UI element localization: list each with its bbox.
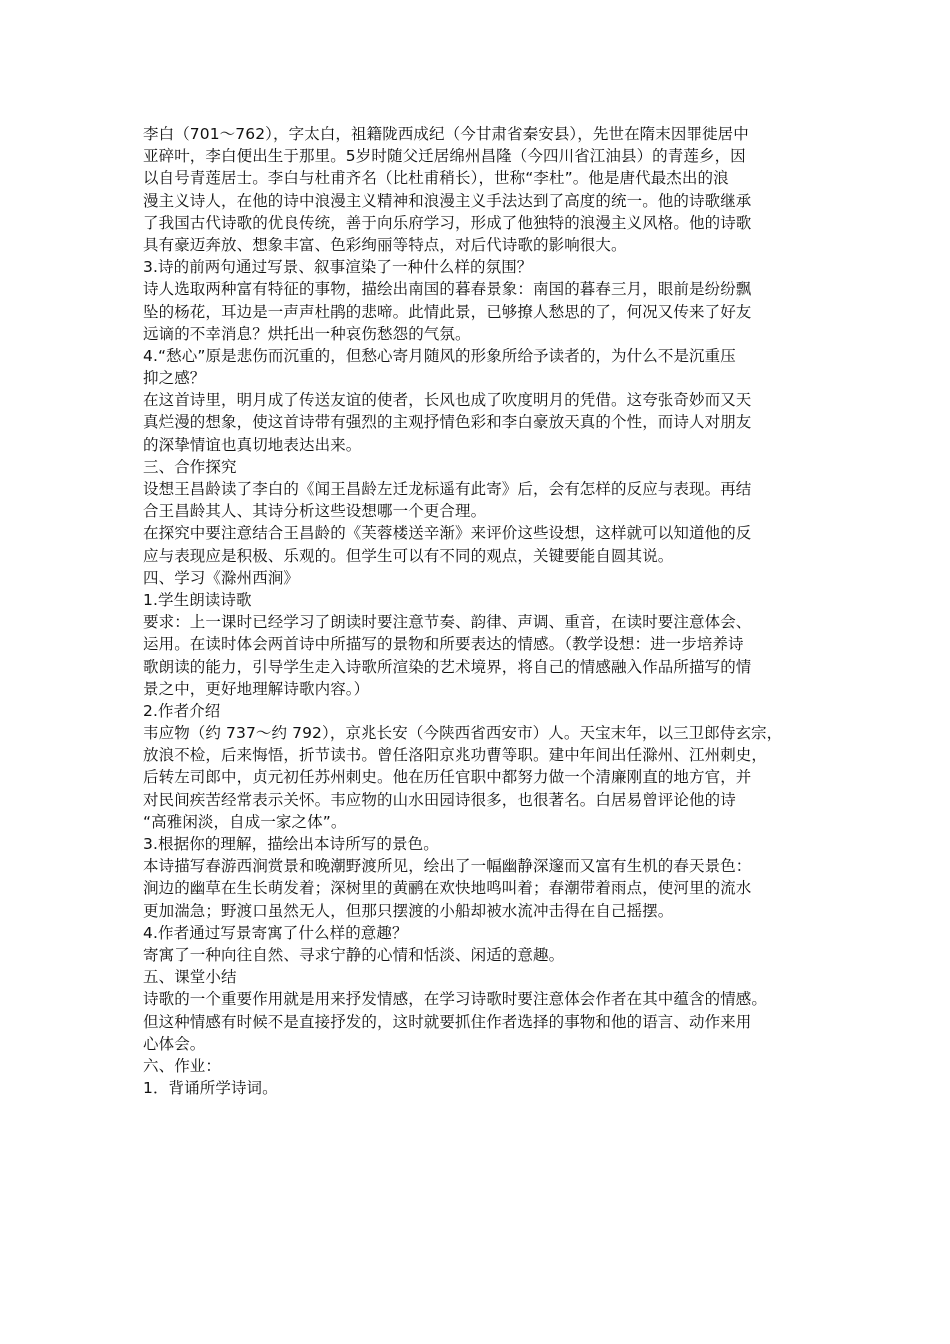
text-line: 本诗描写春游西涧赏景和晚潮野渡所见，绘出了一幅幽静深邃而又富有生机的春天景色： (143, 857, 752, 876)
text-line: 在这首诗里，明月成了传送友谊的使者，长风也成了吹度明月的凭借。这夸张奇妙而又天 (143, 391, 752, 410)
question-heading: 3.诗的前两句通过写景、叙事渲染了一种什么样的氛围？ (143, 258, 533, 277)
text-line: 应与表现应是积极、乐观的。但学生可以有不同的观点，关键要能自圆其说。 (143, 546, 674, 565)
homework-item: 1．背诵所学诗词。 (143, 1079, 278, 1098)
text-line: 具有豪迈奔放、想象丰富、色彩绚丽等特点，对后代诗歌的影响很大。 (143, 235, 627, 254)
text-line: 了我国古代诗歌的优良传统，善于向乐府学习，形成了他独特的浪漫主义风格。他的诗歌 (143, 213, 752, 232)
text-line: 远谪的不幸消息？烘托出一种哀伤愁怨的气氛。 (143, 324, 471, 343)
text-line: 以自号青莲居士。李白与杜甫齐名（比杜甫稍长），世称“李杜”。他是唐代最杰出的浪 (143, 169, 729, 188)
document-body (143, 123, 811, 1099)
text-line: 放浪不检，后来悔悟，折节读书。曾任洛阳京兆功曹等职。建中年间出任滁州、江州刺史， (143, 746, 768, 765)
text-line: 合王昌龄其人、其诗分析这些设想哪一个更合理。 (143, 502, 487, 521)
text-line: 韦应物（约 737～约 792），京兆长安（今陕西省西安市）人。天宝末年，以三卫郎侍玄宗， (143, 724, 783, 743)
text-line: 后转左司郎中，贞元初任苏州刺史。他在历任官职中都努力做一个清廉刚直的地方官，并 (143, 768, 752, 787)
text-line: 更加湍急；野渡口虽然无人，但那只摆渡的小船却被水流冲击得在自己摇摆。 (143, 901, 674, 920)
question-heading: 4.“愁心”原是悲伤而沉重的，但愁心寄月随风的形象所给予读者的，为什么不是沉重压 (143, 346, 736, 365)
text-line: 真烂漫的想象，使这首诗带有强烈的主观抒情色彩和李白豪放天真的个性，而诗人对朋友 (143, 413, 752, 432)
text-line: 歌朗读的能力，引导学生走入诗歌所渲染的艺术境界，将自己的情感融入作品所描写的情 (143, 657, 752, 676)
text-line: 要求：上一课时已经学习了朗读时要注意节奏、韵律、声调、重音，在读时要注意体会、 (143, 613, 752, 632)
text-line: 但这种情感有时候不是直接抒发的，这时就要抓住作者选择的事物和他的语言、动作来用 (143, 1012, 752, 1031)
text-line: 设想王昌龄读了李白的《闻王昌龄左迁龙标遥有此寄》后，会有怎样的反应与表现。再结 (143, 480, 752, 498)
text-line: “高雅闲淡，自成一家之体”。 (143, 812, 347, 831)
section-heading: 四、学习《滁州西涧》 (143, 568, 300, 587)
text-line: 诗歌的一个重要作用就是用来抒发情感，在学习诗歌时要注意体会作者在其中蕴含的情感。 (143, 990, 768, 1009)
question-heading: 4.作者通过写景寄寓了什么样的意趣？ (143, 923, 408, 942)
section-heading: 五、课堂小结 (143, 968, 237, 987)
text-line: 涧边的幽草在生长萌发着；深树里的黄鹂在欢快地鸣叫着；春潮带着雨点，使河里的流水 (143, 879, 752, 898)
question-heading: 2.作者介绍 (143, 701, 221, 720)
question-heading: 抑之感？ (143, 369, 206, 388)
section-heading: 六、作业： (143, 1056, 222, 1075)
text-line: 景之中，更好地理解诗歌内容。） (143, 679, 370, 698)
text-line: 在探究中要注意结合王昌龄的《芙蓉楼送辛渐》来评价这些设想，这样就可以知道他的反 (143, 524, 752, 543)
question-heading: 1.学生朗读诗歌 (143, 590, 252, 609)
text-line: 运用。在读时体会两首诗中所描写的景物和所要表达的情感。（教学设想：进一步培养诗 (143, 635, 744, 654)
section-heading: 三、合作探究 (143, 457, 237, 476)
text-line: 坠的杨花，耳边是一声声杜鹃的悲啼。此情此景，已够撩人愁思的了，何况又传来了好友 (143, 302, 752, 321)
text-line: 诗人选取两种富有特征的事物，描绘出南国的暮春景象：南国的暮春三月，眼前是纷纷飘 (143, 280, 752, 299)
text-line: 心体会。 (143, 1034, 206, 1053)
text-line: 李白（701～762），字太白，祖籍陇西成纪（今甘肃省秦安县），先世在隋末因罪徙居中 (143, 125, 749, 143)
text-line: 的深挚情谊也真切地表达出来。 (143, 435, 362, 454)
text-line: 亚碎叶，李白便出生于那里。5岁时随父迁居绵州昌隆（今四川省江油县）的青莲乡，因 (143, 147, 746, 166)
text-line: 漫主义诗人，在他的诗中浪漫主义精神和浪漫主义手法达到了高度的统一。他的诗歌继承 (143, 191, 752, 210)
text-line: 寄寓了一种向往自然、寻求宁静的心情和恬淡、闲适的意趣。 (143, 945, 565, 964)
question-heading: 3.根据你的理解，描绘出本诗所写的景色。 (143, 835, 439, 853)
text-line: 对民间疾苦经常表示关怀。韦应物的山水田园诗很多，也很著名。白居易曾评论他的诗 (143, 790, 736, 809)
